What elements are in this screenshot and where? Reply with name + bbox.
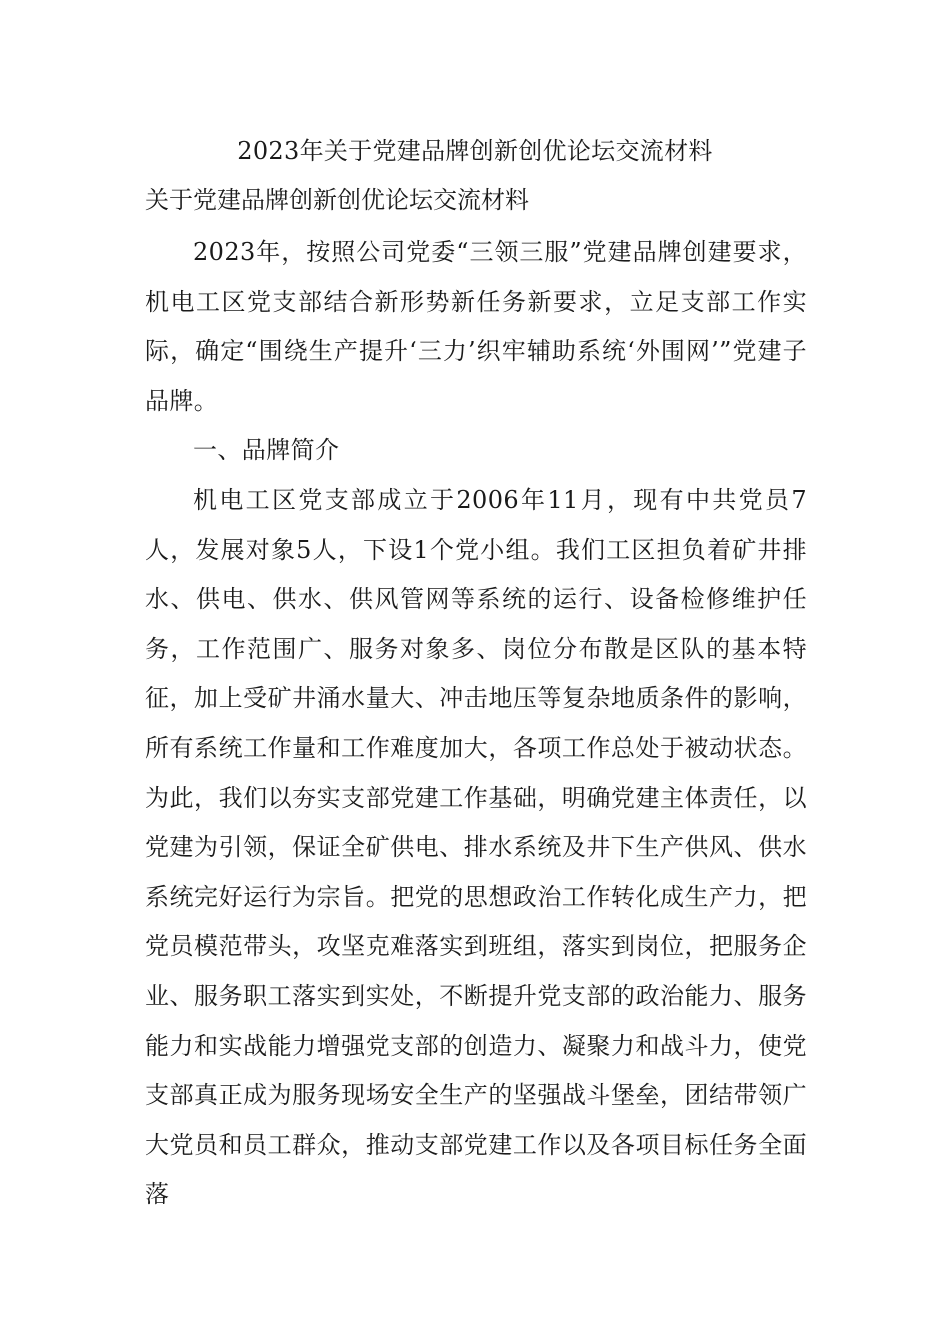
document-body	[145, 228, 807, 1220]
document-subtitle: 关于党建品牌创新创优论坛交流材料	[145, 186, 529, 214]
paragraph-brand-description: 机电工区党支部成立于2006年11月，现有中共党员7人，发展对象5人，下设1个党小组。我们工区担负着矿井排水、供电、供水、供风管网等系统的运行、设备检修维护任务，工作范围广、服务对象多、岗位分布散是区队的基本特征，加上受矿井涌水量大、冲击地压等复杂地质条件的影响，所有系统工作量和工作难度加大，各项工作总处于被动状态。为此，我们以夯实支部党建工作基础，明确党建主体责任，以党建为引领，保证全矿供电、排水系统及井下生产供风、供水系统完好运行为宗旨。把党的思想政治工作转化成生产力，把党员模范带头，攻坚克难落实到班组，落实到岗位，把服务企业、服务职工落实到实处，不断提升党支部的政治能力、服务能力和实战能力增强党支部的创造力、凝聚力和战斗力，使党支部真正成为服务现场安全生产的坚强战斗堡垒，团结带领广大党员和员工群众，推动支部党建工作以及各项目标任务全面落	[145, 485, 807, 1209]
document-title: 2023年关于党建品牌创新创优论坛交流材料	[237, 137, 713, 165]
section-heading-brand-intro: 一、品牌简介	[193, 436, 340, 465]
paragraph-intro: 2023年，按照公司党委“三领三服”党建品牌创建要求，机电工区党支部结合新形势新任务新要求，立足支部工作实际，确定“围绕生产提升‘三力’织牢辅助系统‘外围网’”党建子品牌。	[145, 238, 807, 415]
